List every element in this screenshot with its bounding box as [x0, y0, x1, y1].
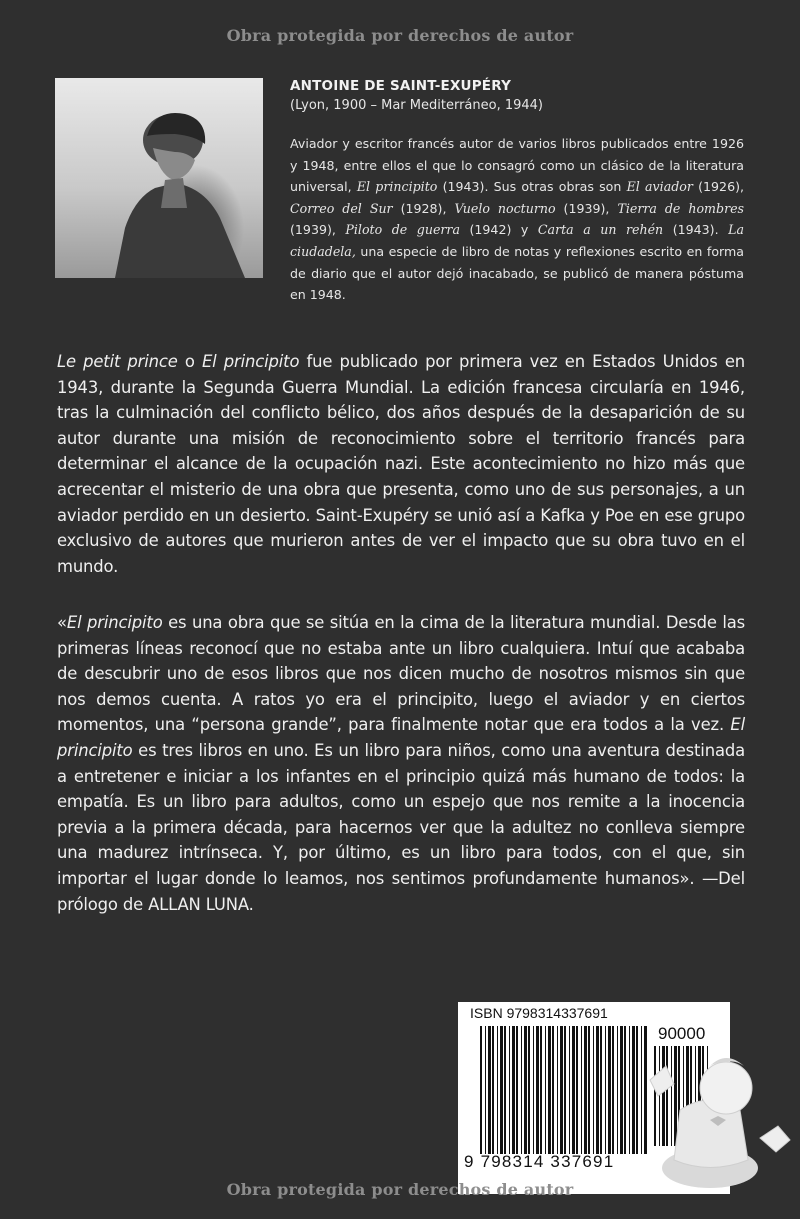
barcode-bars	[480, 1026, 650, 1154]
little-prince-illustration	[640, 1040, 800, 1190]
isbn-label: ISBN 9798314337691	[470, 1005, 608, 1021]
author-photo	[55, 78, 263, 278]
author-bio: Aviador y escritor francés autor de varios libros publicados entre 1926 y 1948, entre ellos el que lo consagró como un clásico de la literatura universal, El principito (1943). Sus otras obras son El aviador (1926), Correo del Sur (1928), Vuelo nocturno (1939), Tierra de hombres (1939), Piloto de guerra (1942) y Carta a un rehén (1943). La ciudadela, una especie de libro de notas y reflexiones escrito en forma de diario que el autor dejó inacabado, se publicó de manera póstuma en 1948.	[290, 136, 745, 303]
barcode-digits: 9 798314 337691	[464, 1152, 615, 1171]
author-name: ANTOINE DE SAINT-EXUPÉRY	[290, 78, 512, 94]
price-code: 90000	[658, 1024, 706, 1043]
author-dates: (Lyon, 1900 – Mar Mediterráneo, 1944)	[290, 98, 543, 113]
watermark-bottom: Obra protegida por derechos de autor	[226, 1180, 574, 1199]
book-summary: Le petit prince o El principito fue publicado por primera vez en Estados Unidos en 1943, durante la Segunda Guerra Mundial. La edición francesa circularía en 1946, tras la culminación del conflicto bélico, dos años después de la desaparición de su autor durante una misión de reconocimiento sobre el territorio francés para determinar el alcance de la ocupación nazi. Este acontecimiento no hizo más que acrecentar el misterio de una obra que presenta, como uno de sus personajes, a un aviador perdido en un desierto. Saint-Exupéry se unió así a Kafka y Poe en ese grupo exclusivo de autores que murieron antes de ver el impacto que su obra tuvo en el mundo.	[57, 352, 746, 576]
watermark-top: Obra protegida por derechos de autor	[226, 26, 574, 45]
prologue-quote: «El principito es una obra que se sitúa en la cima de la literatura mundial. Desde las primeras líneas reconocí que no estaba ante un libro cualquiera. Intuí que acababa de descubrir uno de esos libros que nos dicen mucho de nosotros mismos sin que nos demos cuenta. A ratos yo era el principito, luego el aviador y en ciertos momentos, una “persona grande”, para finalmente notar que era todos a la vez. El principito es tres libros en uno. Es un libro para niños, como una aventura destinada a entretener e iniciar a los infantes en el principio quizá más humano de todos: la empatía. Es un libro para adultos, como un espejo que nos remite a la inocencia previa a la primera década, para hacernos ver que la adultez no conlleva siempre una madurez intrínseca. Y, por último, es un libro para todos, con el que, sin importar el lugar donde lo leamos, nos sentimos profundamente humanos». —Del prólogo de ALLAN LUNA.	[57, 613, 746, 914]
